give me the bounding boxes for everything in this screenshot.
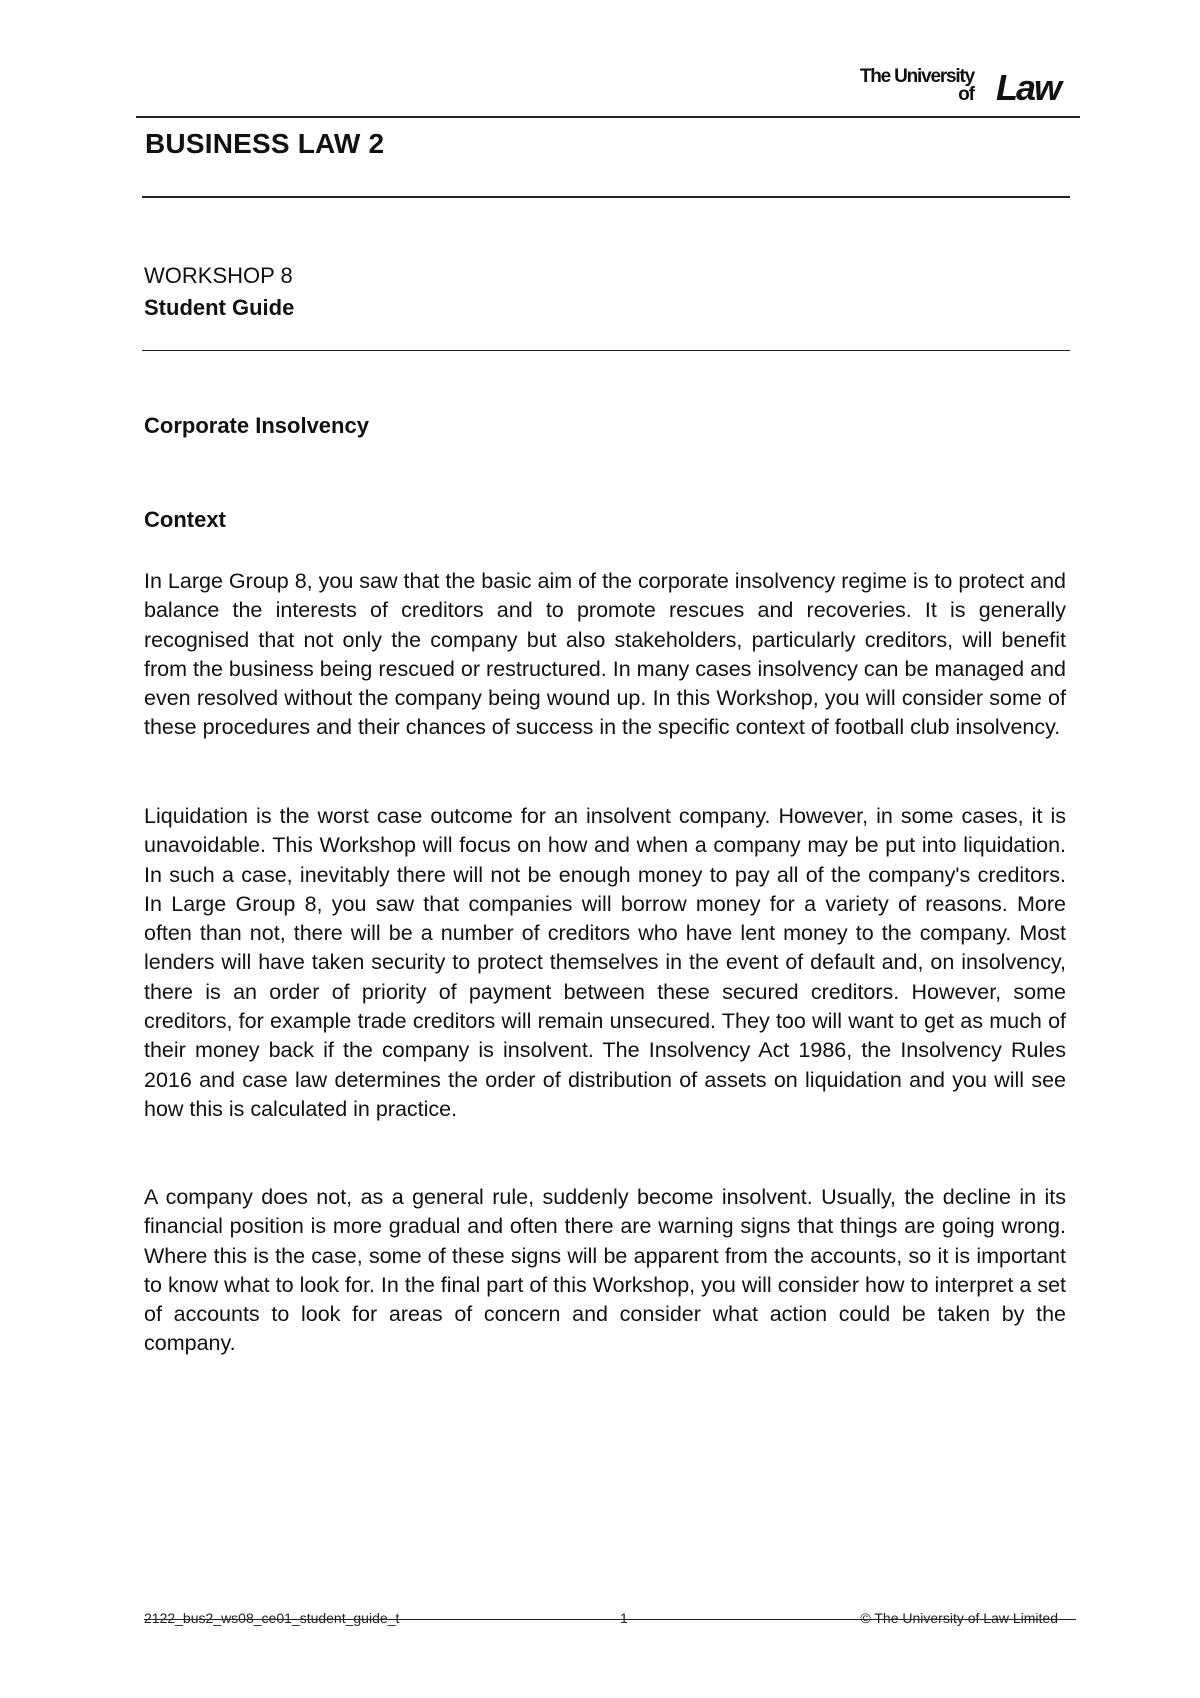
page-footer: [144, 1610, 1066, 1630]
footer-strike-line: [144, 1619, 1076, 1620]
logo-text-law: Law: [995, 67, 1060, 108]
student-guide-label: Student Guide: [144, 295, 295, 320]
context-heading: Context: [144, 507, 226, 532]
header-top-rule: [136, 116, 1080, 118]
document-title: BUSINESS LAW 2: [145, 128, 385, 159]
header-bottom-rule: [142, 196, 1070, 198]
context-paragraph-2: Liquidation is the worst case outcome for an insolvent company. However, in some cases, it is unavoidable. This Workshop will focus on how and when a company may be put into liquidation. In such a case, inevitably there will not be enough money to pay all of the company's creditors. In Large Group 8, you saw that companies will borrow money for a variety of reasons. More often than not, there will be a number of creditors who have lent money to the company. Most lenders will have taken security to protect themselves in the event of default and, on insolvency, there is an order of priority of payment between these secured creditors. However, some creditors, for example trade creditors will remain unsecured. They too will want to get as much of their money back if the company is insolvent. The Insolvency Act 1986, the Insolvency Rules 2016 and case law determines the order of distribution of assets on liquidation and you will see how this is calculated in practice.: [144, 804, 1066, 1121]
topic-title: Corporate Insolvency: [144, 413, 369, 438]
footer-page-number: 1: [620, 1610, 628, 1626]
university-of-law-logo: [840, 66, 1060, 106]
context-paragraph-1: In Large Group 8, you saw that the basic aim of the corporate insolvency regime is to protect and balance the interests of creditors and to promote rescues and recoveries. It is generally recognised that not only the company but also stakeholders, particularly creditors, will benefit from the business being rescued or restructured. In many cases insolvency can be managed and even resolved without the company being wound up. In this Workshop, you will consider some of these procedures and their chances of success in the specific context of football club insolvency.: [144, 569, 1066, 740]
footer-copyright: © The University of Law Limited: [860, 1610, 1058, 1626]
logo-text-of: of: [958, 84, 974, 105]
footer-document-reference: 2122_bus2_ws08_ce01_student_guide_t: [144, 1610, 400, 1626]
workshop-divider-rule: [142, 350, 1070, 351]
logo-text-university: The University: [859, 66, 974, 87]
workshop-number: WORKSHOP 8: [144, 263, 293, 288]
context-paragraph-3: A company does not, as a general rule, suddenly become insolvent. Usually, the decline in its financial position is more gradual and often there are warning signs that things are going wrong. Where this is the case, some of these signs will be apparent from the accounts, so it is important to know what to look for. In the final part of this Workshop, you will consider how to interpret a set of accounts to look for areas of concern and consider what action could be taken by the company.: [144, 1185, 1066, 1356]
workshop-block: [144, 260, 294, 324]
